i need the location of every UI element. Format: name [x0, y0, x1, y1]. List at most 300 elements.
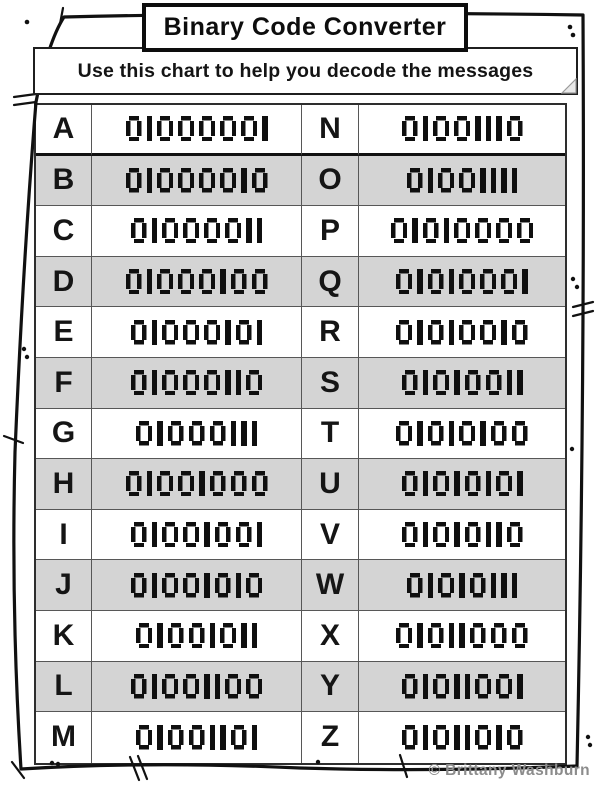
digit-0 [199, 116, 215, 141]
digit-0 [210, 421, 226, 446]
digit-0 [183, 218, 199, 243]
digit-0 [136, 725, 152, 750]
digit-0 [428, 623, 444, 648]
letter-cell [36, 206, 92, 257]
digit-0 [183, 320, 199, 345]
digit-1 [423, 725, 429, 750]
code-cell [92, 206, 302, 257]
digit-1 [147, 168, 153, 193]
digit-0 [475, 674, 491, 699]
digit-1 [428, 168, 434, 193]
code-cell [359, 560, 565, 611]
digit-0 [402, 116, 418, 141]
code-cell [359, 510, 565, 561]
digit-0 [438, 168, 454, 193]
code-cell [359, 459, 565, 510]
digit-1 [454, 674, 460, 699]
letter-label: N [319, 111, 341, 145]
digit-1 [496, 725, 502, 750]
binary-code [131, 560, 263, 610]
letter-label: M [51, 720, 76, 754]
digit-1 [252, 725, 258, 750]
letter-cell [36, 156, 92, 207]
digit-0 [407, 573, 423, 598]
digit-1 [417, 623, 423, 648]
digit-0 [470, 623, 486, 648]
digit-0 [459, 421, 475, 446]
digit-0 [204, 218, 220, 243]
digit-1 [152, 522, 158, 547]
letter-cell [302, 611, 359, 662]
digit-0 [491, 421, 507, 446]
digit-1 [507, 370, 513, 395]
digit-0 [512, 421, 528, 446]
digit-1 [204, 522, 210, 547]
digit-0 [215, 573, 231, 598]
binary-code [126, 459, 268, 509]
letter-cell [302, 156, 359, 207]
letter-label: G [51, 416, 76, 450]
binary-code [396, 257, 528, 307]
digit-0 [454, 116, 470, 141]
binary-code [136, 712, 257, 763]
letter-cell [302, 510, 359, 561]
digit-1 [491, 573, 497, 598]
digit-1 [486, 471, 492, 496]
letter-label: L [54, 669, 73, 703]
code-cell [359, 611, 565, 662]
letter-cell [36, 662, 92, 713]
digit-0 [215, 522, 231, 547]
digit-1 [517, 370, 523, 395]
digit-1 [241, 421, 247, 446]
binary-code [396, 611, 528, 661]
digit-0 [402, 725, 418, 750]
digit-1 [444, 218, 450, 243]
digit-1 [459, 573, 465, 598]
letter-cell [302, 358, 359, 409]
code-cell [92, 105, 302, 156]
digit-1 [210, 623, 216, 648]
binary-code [136, 611, 257, 661]
digit-0 [423, 218, 439, 243]
digit-0 [157, 269, 173, 294]
digit-1 [236, 370, 242, 395]
letter-label: Q [318, 264, 342, 298]
digit-1 [204, 573, 210, 598]
digit-0 [391, 218, 407, 243]
digit-1 [465, 674, 471, 699]
digit-1 [257, 522, 263, 547]
digit-1 [157, 725, 163, 750]
digit-0 [225, 674, 241, 699]
digit-0 [168, 725, 184, 750]
letter-cell [36, 358, 92, 409]
digit-1 [486, 116, 492, 141]
letter-cell [36, 510, 92, 561]
binary-code [126, 156, 268, 206]
binary-code [131, 662, 263, 712]
digit-0 [428, 269, 444, 294]
binary-code [131, 206, 263, 256]
binary-code [402, 510, 523, 560]
digit-0 [126, 269, 142, 294]
code-cell [92, 257, 302, 308]
digit-0 [496, 471, 512, 496]
digit-0 [168, 421, 184, 446]
letter-cell [302, 662, 359, 713]
code-cell [359, 358, 565, 409]
digit-1 [241, 623, 247, 648]
digit-0 [252, 168, 268, 193]
digit-0 [136, 421, 152, 446]
digit-1 [423, 522, 429, 547]
binary-code [131, 510, 263, 560]
digit-0 [199, 269, 215, 294]
digit-0 [210, 471, 226, 496]
digit-1 [465, 725, 471, 750]
letter-label: D [52, 264, 75, 298]
letter-cell [36, 307, 92, 358]
letter-cell [36, 459, 92, 510]
digit-1 [152, 573, 158, 598]
digit-0 [402, 674, 418, 699]
letter-label: T [320, 416, 340, 450]
digit-1 [152, 320, 158, 345]
digit-0 [162, 320, 178, 345]
code-cell [92, 358, 302, 409]
digit-1 [475, 116, 481, 141]
digit-0 [470, 573, 486, 598]
letter-label: O [318, 163, 342, 197]
binary-code [407, 560, 518, 610]
digit-0 [178, 471, 194, 496]
digit-0 [178, 269, 194, 294]
digit-0 [131, 522, 147, 547]
digit-1 [449, 320, 455, 345]
digit-0 [131, 674, 147, 699]
digit-1 [454, 522, 460, 547]
digit-0 [465, 471, 481, 496]
digit-1 [236, 573, 242, 598]
digit-0 [486, 370, 502, 395]
digit-1 [512, 573, 518, 598]
digit-0 [162, 218, 178, 243]
letter-cell [302, 257, 359, 308]
code-cell [92, 459, 302, 510]
letter-label: R [319, 315, 341, 349]
digit-0 [189, 725, 205, 750]
digit-0 [236, 320, 252, 345]
code-cell [92, 409, 302, 460]
code-cell [92, 307, 302, 358]
letter-label: B [52, 163, 75, 197]
digit-0 [162, 674, 178, 699]
digit-0 [189, 623, 205, 648]
letter-label: K [52, 618, 75, 652]
digit-1 [225, 370, 231, 395]
digit-0 [157, 168, 173, 193]
digit-0 [183, 370, 199, 395]
letter-cell [302, 560, 359, 611]
letter-cell [36, 409, 92, 460]
letter-label: S [319, 365, 340, 399]
letter-label: J [55, 568, 72, 602]
code-cell [359, 105, 565, 156]
digit-0 [438, 573, 454, 598]
digit-0 [204, 370, 220, 395]
binary-code [407, 156, 518, 206]
digit-0 [131, 218, 147, 243]
binary-code [396, 307, 528, 357]
binary-code [402, 712, 523, 763]
digit-0 [162, 573, 178, 598]
digit-0 [433, 116, 449, 141]
digit-0 [402, 471, 418, 496]
digit-1 [449, 269, 455, 294]
letter-cell [36, 105, 92, 156]
letter-label: F [54, 365, 73, 399]
digit-1 [225, 320, 231, 345]
digit-0 [241, 116, 257, 141]
code-cell [92, 611, 302, 662]
digit-1 [231, 421, 237, 446]
digit-0 [252, 269, 268, 294]
digit-0 [131, 370, 147, 395]
digit-0 [433, 674, 449, 699]
digit-1 [246, 218, 252, 243]
digit-0 [225, 218, 241, 243]
digit-1 [501, 168, 507, 193]
letter-cell [36, 560, 92, 611]
letter-label: Y [319, 669, 340, 703]
digit-0 [428, 320, 444, 345]
digit-0 [178, 116, 194, 141]
digit-1 [215, 674, 221, 699]
instructions-box [33, 47, 578, 95]
letter-cell [36, 712, 92, 763]
binary-code-table [34, 103, 567, 765]
letter-cell [302, 712, 359, 763]
letter-label: W [315, 568, 345, 602]
digit-1 [252, 623, 258, 648]
code-cell [359, 156, 565, 207]
digit-1 [517, 471, 523, 496]
digit-0 [480, 320, 496, 345]
digit-0 [454, 218, 470, 243]
digit-0 [126, 168, 142, 193]
digit-1 [480, 168, 486, 193]
digit-0 [428, 421, 444, 446]
digit-0 [252, 471, 268, 496]
digit-1 [517, 674, 523, 699]
digit-0 [433, 471, 449, 496]
digit-0 [512, 320, 528, 345]
digit-0 [183, 573, 199, 598]
binary-code [126, 257, 268, 307]
code-cell [359, 712, 565, 763]
digit-0 [407, 168, 423, 193]
letter-label: U [319, 466, 341, 500]
digit-1 [449, 421, 455, 446]
title-box [142, 3, 468, 52]
digit-0 [402, 370, 418, 395]
digit-0 [183, 522, 199, 547]
letter-label: P [319, 213, 340, 247]
code-cell [359, 307, 565, 358]
letter-label: Z [320, 720, 340, 754]
digit-1 [454, 471, 460, 496]
code-cell [359, 662, 565, 713]
digit-1 [220, 269, 226, 294]
digit-0 [231, 269, 247, 294]
digit-0 [246, 674, 262, 699]
digit-0 [433, 725, 449, 750]
letter-label: V [319, 517, 340, 551]
digit-1 [423, 471, 429, 496]
letter-label: A [52, 111, 75, 145]
digit-1 [147, 116, 153, 141]
letter-cell [36, 257, 92, 308]
digit-0 [475, 725, 491, 750]
digit-0 [236, 522, 252, 547]
digit-1 [417, 269, 423, 294]
digit-0 [512, 623, 528, 648]
digit-1 [496, 116, 502, 141]
letter-label: I [59, 517, 68, 551]
digit-1 [512, 168, 518, 193]
binary-code [131, 307, 263, 357]
letter-label: C [52, 213, 75, 247]
digit-0 [131, 320, 147, 345]
page-fold-corner-icon [561, 78, 577, 94]
binary-code [402, 358, 523, 408]
binary-code [131, 358, 263, 408]
digit-0 [168, 623, 184, 648]
digit-0 [199, 168, 215, 193]
digit-0 [162, 522, 178, 547]
digit-0 [231, 725, 247, 750]
digit-1 [147, 471, 153, 496]
digit-0 [402, 522, 418, 547]
code-cell [92, 662, 302, 713]
digit-0 [491, 623, 507, 648]
digit-1 [459, 623, 465, 648]
code-cell [92, 156, 302, 207]
digit-1 [152, 218, 158, 243]
digit-0 [131, 573, 147, 598]
digit-1 [152, 674, 158, 699]
binary-code [396, 409, 528, 459]
digit-0 [480, 269, 496, 294]
letter-cell [302, 105, 359, 156]
digit-0 [475, 218, 491, 243]
digit-1 [157, 623, 163, 648]
digit-1 [496, 522, 502, 547]
binary-code [402, 105, 523, 153]
letter-cell [302, 206, 359, 257]
digit-0 [136, 623, 152, 648]
digit-1 [257, 218, 263, 243]
digit-0 [126, 471, 142, 496]
digit-0 [396, 320, 412, 345]
digit-0 [459, 320, 475, 345]
digit-1 [210, 725, 216, 750]
digit-0 [507, 522, 523, 547]
digit-0 [189, 421, 205, 446]
digit-0 [501, 269, 517, 294]
digit-0 [433, 370, 449, 395]
letter-label: H [52, 466, 75, 500]
digit-1 [220, 725, 226, 750]
digit-0 [496, 674, 512, 699]
code-cell [359, 409, 565, 460]
digit-1 [501, 320, 507, 345]
letter-cell [302, 409, 359, 460]
digit-1 [417, 421, 423, 446]
digit-1 [252, 421, 258, 446]
binary-code [402, 662, 523, 712]
binary-code [402, 459, 523, 509]
digit-0 [396, 269, 412, 294]
letter-cell [302, 307, 359, 358]
digit-1 [454, 725, 460, 750]
letter-label: X [319, 618, 340, 652]
digit-1 [262, 116, 268, 141]
digit-0 [157, 471, 173, 496]
page-title: Binary Code Converter [163, 13, 447, 41]
digit-0 [496, 218, 512, 243]
digit-0 [246, 573, 262, 598]
digit-0 [157, 116, 173, 141]
code-cell [92, 510, 302, 561]
instructions-text: Use this chart to help you decode the messages [77, 59, 534, 82]
code-cell [92, 712, 302, 763]
digit-1 [157, 421, 163, 446]
digit-0 [507, 725, 523, 750]
digit-0 [507, 116, 523, 141]
digit-1 [423, 674, 429, 699]
binary-code [126, 105, 268, 153]
letter-cell [302, 459, 359, 510]
digit-0 [459, 269, 475, 294]
digit-1 [152, 370, 158, 395]
digit-0 [465, 522, 481, 547]
letter-cell [36, 611, 92, 662]
digit-1 [449, 623, 455, 648]
digit-0 [204, 320, 220, 345]
letter-label: E [53, 315, 74, 349]
binary-code [391, 206, 533, 256]
digit-0 [220, 116, 236, 141]
digit-1 [199, 471, 205, 496]
binary-code [136, 409, 257, 459]
digit-1 [241, 168, 247, 193]
digit-1 [501, 573, 507, 598]
digit-1 [428, 573, 434, 598]
digit-0 [396, 421, 412, 446]
credit-text: © Brittany Washburn [428, 762, 590, 779]
digit-1 [147, 269, 153, 294]
digit-1 [417, 320, 423, 345]
digit-0 [126, 116, 142, 141]
digit-1 [257, 320, 263, 345]
digit-1 [491, 168, 497, 193]
digit-0 [220, 168, 236, 193]
digit-0 [433, 522, 449, 547]
digit-0 [465, 370, 481, 395]
digit-1 [454, 370, 460, 395]
